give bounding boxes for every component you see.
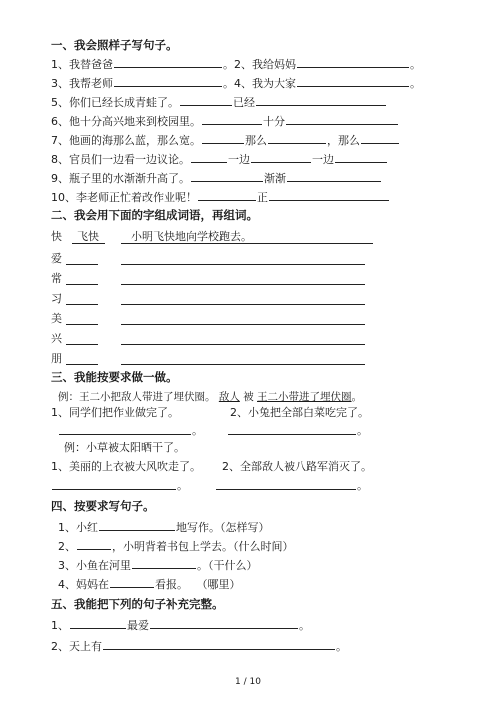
answer-blank[interactable]: [59, 434, 191, 435]
s2-example-row: [51, 230, 62, 244]
s1-row-6-mid: 一边: [228, 153, 250, 166]
s1-row-2-mid: 。4、我为大家: [223, 77, 296, 90]
s3-question-1: 1、同学们把作业做完了。: [51, 406, 179, 419]
answer-blank[interactable]: [110, 576, 154, 588]
answer-blank[interactable]: [52, 489, 176, 490]
s3-example-1-word-1: 敌人: [218, 391, 240, 403]
answer-blank[interactable]: [70, 617, 126, 629]
answer-blank[interactable]: [132, 557, 196, 569]
s2-example-sentence: 小明飞快地向学校跑去。: [121, 230, 365, 244]
word-blank[interactable]: [66, 344, 98, 345]
s3-question-2: 2、小兔把全部白菜吃完了。: [230, 406, 369, 419]
s4-item-1-prefix: 1、小红: [58, 521, 98, 534]
s1-row-8: [51, 189, 390, 205]
s1-row-1-prefix: 1、我替爸爸: [51, 58, 113, 71]
answer-blank[interactable]: [297, 75, 409, 87]
answer-blank[interactable]: [198, 189, 256, 201]
answer-blank[interactable]: [191, 170, 263, 182]
s1-row-7-mid: 渐渐: [264, 172, 286, 185]
s4-item-3-prefix: 3、小鱼在河里: [58, 559, 131, 572]
word-blank[interactable]: [66, 364, 98, 365]
s3-example-2: 例：小草被太阳晒干了。: [64, 441, 185, 454]
s1-row-2: [51, 75, 421, 91]
sentence-blank[interactable]: [121, 284, 365, 285]
answer-blank[interactable]: [202, 132, 244, 144]
answer-blank[interactable]: [287, 170, 381, 182]
s4-item-2-rest: ，小明背着书包上学去。（什么时间）: [112, 540, 294, 553]
s1-row-7-prefix: 9、瓶子里的水渐渐升高了。: [51, 172, 190, 185]
word-blank[interactable]: [66, 264, 98, 265]
s5-item-2-end: 。: [336, 640, 347, 653]
s1-row-3-mid: 已经: [233, 96, 255, 109]
s5-item-2-prefix: 2、天上有: [51, 640, 102, 653]
answer-blank[interactable]: [268, 132, 326, 144]
s4-item-4-prefix: 4、妈妈在: [58, 578, 109, 591]
sentence-blank[interactable]: [121, 304, 365, 305]
s1-row-4: [51, 113, 399, 129]
page-number: 1 / 10: [235, 677, 261, 687]
answer-blank[interactable]: [228, 434, 356, 435]
s2-char-2: 常: [51, 272, 62, 285]
sentence-blank[interactable]: [121, 324, 365, 325]
word-blank[interactable]: [66, 324, 98, 325]
s4-item-4: [58, 576, 241, 592]
answer-blank[interactable]: [256, 94, 386, 106]
s3-example-1-word-2: 王二小带进了埋伏圈: [257, 391, 352, 403]
s3-example-1-end: 。: [351, 391, 363, 403]
s1-row-7: [51, 170, 382, 186]
s2-char-6: 朋: [51, 352, 62, 365]
s4-item-1: [58, 519, 270, 535]
s2-char-3: 习: [51, 292, 62, 305]
s3-period-2: 。: [357, 424, 368, 437]
section-4-heading: 四、按要求写句子。: [51, 499, 155, 513]
s1-row-5-mid2: ，那么: [327, 134, 360, 147]
answer-blank[interactable]: [114, 75, 222, 87]
answer-blank[interactable]: [361, 132, 399, 144]
answer-blank[interactable]: [77, 538, 111, 550]
s1-row-2-end: 。: [410, 77, 421, 90]
s1-row-4-prefix: 6、他十分高兴地来到校园里。: [51, 115, 201, 128]
s1-row-5: [51, 132, 400, 148]
section-5-heading: 五、我能把下列的句子补充完整。: [51, 597, 224, 611]
s1-row-8-prefix: 10、李老师正忙着改作业呢！: [51, 191, 197, 204]
s2-example-char: 快: [51, 230, 62, 243]
answer-blank[interactable]: [269, 189, 389, 201]
s3-example-1: [58, 390, 362, 404]
s4-item-3: [58, 557, 258, 573]
answer-blank[interactable]: [335, 151, 387, 163]
s3-period-4: 。: [357, 479, 368, 492]
s3-example-1-mid: 被: [243, 391, 254, 403]
s3-period-1: 。: [192, 424, 203, 437]
s3-example-1-text: 例：王二小把敌人带进了埋伏圈。: [58, 391, 216, 403]
sentence-blank[interactable]: [121, 264, 365, 265]
answer-blank[interactable]: [114, 56, 222, 68]
s1-row-5-mid: 那么: [245, 134, 267, 147]
answer-blank[interactable]: [297, 56, 409, 68]
s1-row-8-mid: 正: [257, 191, 268, 204]
s1-row-2-prefix: 3、我帮老师: [51, 77, 113, 90]
s1-row-6: [51, 151, 388, 167]
word-blank[interactable]: [66, 304, 98, 305]
s2-example-word: 飞快: [72, 230, 120, 244]
s4-item-3-rest: 。（干什么）: [197, 559, 258, 572]
answer-blank[interactable]: [251, 151, 311, 163]
sentence-blank[interactable]: [121, 364, 365, 365]
sentence-blank[interactable]: [121, 344, 365, 345]
s2-char-4: 美: [51, 312, 62, 325]
answer-blank[interactable]: [286, 113, 398, 125]
s3-period-3: 。: [177, 479, 188, 492]
answer-blank[interactable]: [180, 94, 232, 106]
answer-blank[interactable]: [99, 519, 175, 531]
s1-row-1: [51, 56, 421, 72]
s1-row-6-prefix: 8、官员们一边看一边议论。: [51, 153, 190, 166]
s4-item-2: [58, 538, 294, 554]
s1-row-1-mid: 。2、我给妈妈: [223, 58, 296, 71]
section-2-heading: 二、我会用下面的字组成词语，再组词。: [51, 208, 258, 222]
answer-blank[interactable]: [216, 489, 356, 490]
s5-item-2: [51, 638, 347, 654]
s1-row-5-prefix: 7、他画的海那么蓝，那么宽。: [51, 134, 201, 147]
s4-item-1-rest: 地写作。（怎样写）: [176, 521, 270, 534]
s2-char-1: 爱: [51, 252, 62, 265]
s3-question-3: 1、美丽的上衣被大风吹走了。: [51, 460, 201, 473]
word-blank[interactable]: [66, 284, 98, 285]
section-1-heading: 一、我会照样子写句子。: [51, 38, 178, 52]
s1-row-4-mid: 十分: [263, 115, 285, 128]
s5-item-1-mid: 最爱: [127, 619, 149, 632]
s4-item-4-hint: （哪里）: [202, 578, 241, 591]
s4-item-2-prefix: 2、: [58, 540, 76, 553]
s1-row-1-end: 。: [410, 58, 421, 71]
s5-item-1: [51, 617, 310, 633]
s3-question-4: 2、全部敌人被八路军消灭了。: [222, 460, 372, 473]
answer-blank[interactable]: [103, 638, 335, 650]
answer-blank[interactable]: [202, 113, 262, 125]
answer-blank[interactable]: [150, 617, 298, 629]
s1-row-3: [51, 94, 387, 110]
section-3-heading: 三、我能按要求做一做。: [51, 370, 178, 384]
answer-blank[interactable]: [191, 151, 227, 163]
s5-item-1-end: 。: [299, 619, 310, 632]
s1-row-6-mid2: 一边: [312, 153, 334, 166]
s1-row-3-prefix: 5、你们已经长成青蛙了。: [51, 96, 179, 109]
s2-char-5: 兴: [51, 332, 62, 345]
s5-item-1-prefix: 1、: [51, 619, 69, 632]
s4-item-4-mid: 看报。: [155, 578, 188, 591]
